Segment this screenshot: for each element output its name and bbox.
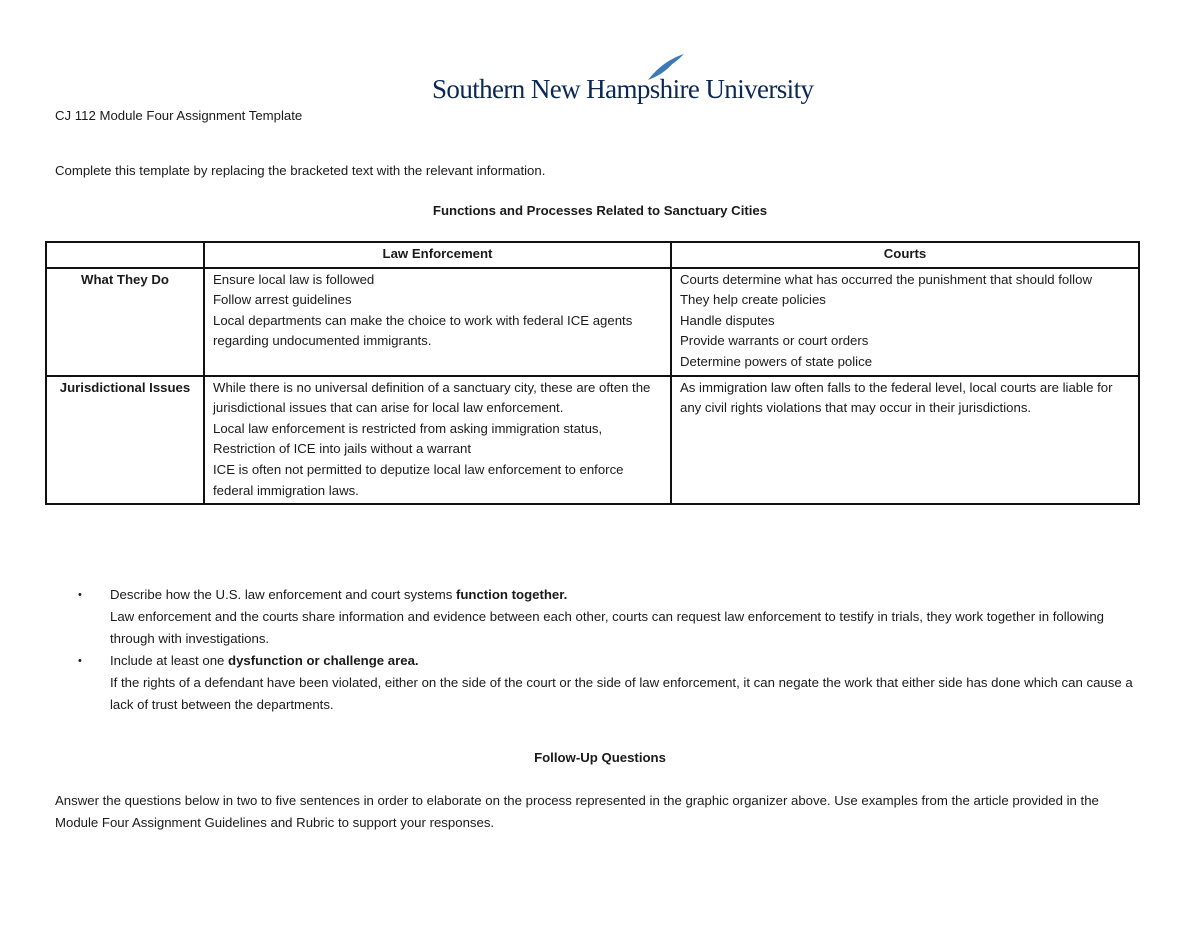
prompt-emphasis: dysfunction or challenge area. (228, 653, 419, 668)
university-logo (432, 52, 814, 108)
header-law-enforcement: Law Enforcement (204, 242, 671, 268)
cell-line: Provide warrants or court orders (680, 333, 869, 349)
cell-line: Local law enforcement is restricted from asking immigration status, (213, 420, 603, 436)
cell-line: They help create policies (680, 292, 826, 308)
prompt-text: Include at least one (110, 653, 229, 668)
cell-courts-jurisdictional (671, 376, 1139, 505)
cell-line: Courts determine what has occurred the punishment that should follow (680, 271, 1092, 287)
graphic-organizer-table (45, 241, 1140, 505)
cell-line: Ensure local law is followed (213, 271, 375, 287)
table-row (46, 376, 1139, 505)
row-label-jurisdictional-issues: Jurisdictional Issues (46, 376, 204, 505)
table-title: Functions and Processes Related to Sanctuary Cities (432, 203, 768, 218)
table-header-row (46, 242, 1139, 268)
cell-line: Restriction of ICE into jails without a warrant (213, 441, 471, 457)
followup-instructions: Answer the questions below in two to five sentences in order to elaborate on the process represented in the graphic organizer above. Use examples from the article provided in the Module Four Assignment Guidelines and Rubric to support your responses. (55, 793, 1099, 830)
cell-line: While there is no universal definition of a sanctuary city, these are often the jurisdictional issues that can arise for local law enforcement. (213, 379, 651, 416)
bullet-icon: • (78, 655, 82, 667)
cell-line: Handle disputes (680, 312, 775, 328)
header-courts: Courts (671, 242, 1139, 268)
logo-wordmark: Southern New Hampshire University (432, 74, 814, 104)
prompt-text: Describe how the U.S. law enforcement and court systems (110, 587, 456, 602)
header-empty-cell (46, 242, 204, 268)
cell-law-enforcement-what-they-do (204, 268, 671, 376)
table-row (46, 268, 1139, 376)
prompt-answer: Law enforcement and the courts share information and evidence between each other, courts can request law enforcement to testify in trials, they work together in following through with investigations. (110, 609, 1105, 646)
cell-line: ICE is often not permitted to deputize local law enforcement to enforce federal immigration laws. (213, 461, 624, 498)
cell-law-enforcement-jurisdictional (204, 376, 671, 505)
prompt-emphasis: function together. (455, 587, 568, 602)
followup-title: Follow-Up Questions (534, 750, 666, 765)
prompt-list (78, 584, 1148, 716)
cell-line: Local departments can make the choice to work with federal ICE agents regarding undocumented immigrants. (213, 312, 633, 349)
cell-line: Determine powers of state police (680, 353, 873, 369)
cell-line: Follow arrest guidelines (213, 292, 352, 308)
prompt-answer: If the rights of a defendant have been violated, either on the side of the court or the side of law enforcement, it can negate the work that either side has done which can cause a lack of trust between the departments. (110, 675, 1133, 712)
bullet-icon: • (78, 589, 82, 601)
row-label-what-they-do: What They Do (46, 268, 204, 376)
cell-line: As immigration law often falls to the federal level, local courts are liable for any civil rights violations that may occur in their jurisdictions. (680, 379, 1113, 416)
cell-courts-what-they-do (671, 268, 1139, 376)
instructions-text: Complete this template by replacing the bracketed text with the relevant information. (55, 163, 546, 178)
list-item (78, 650, 1148, 716)
list-item (78, 584, 1148, 650)
document-title: CJ 112 Module Four Assignment Template (55, 108, 303, 123)
